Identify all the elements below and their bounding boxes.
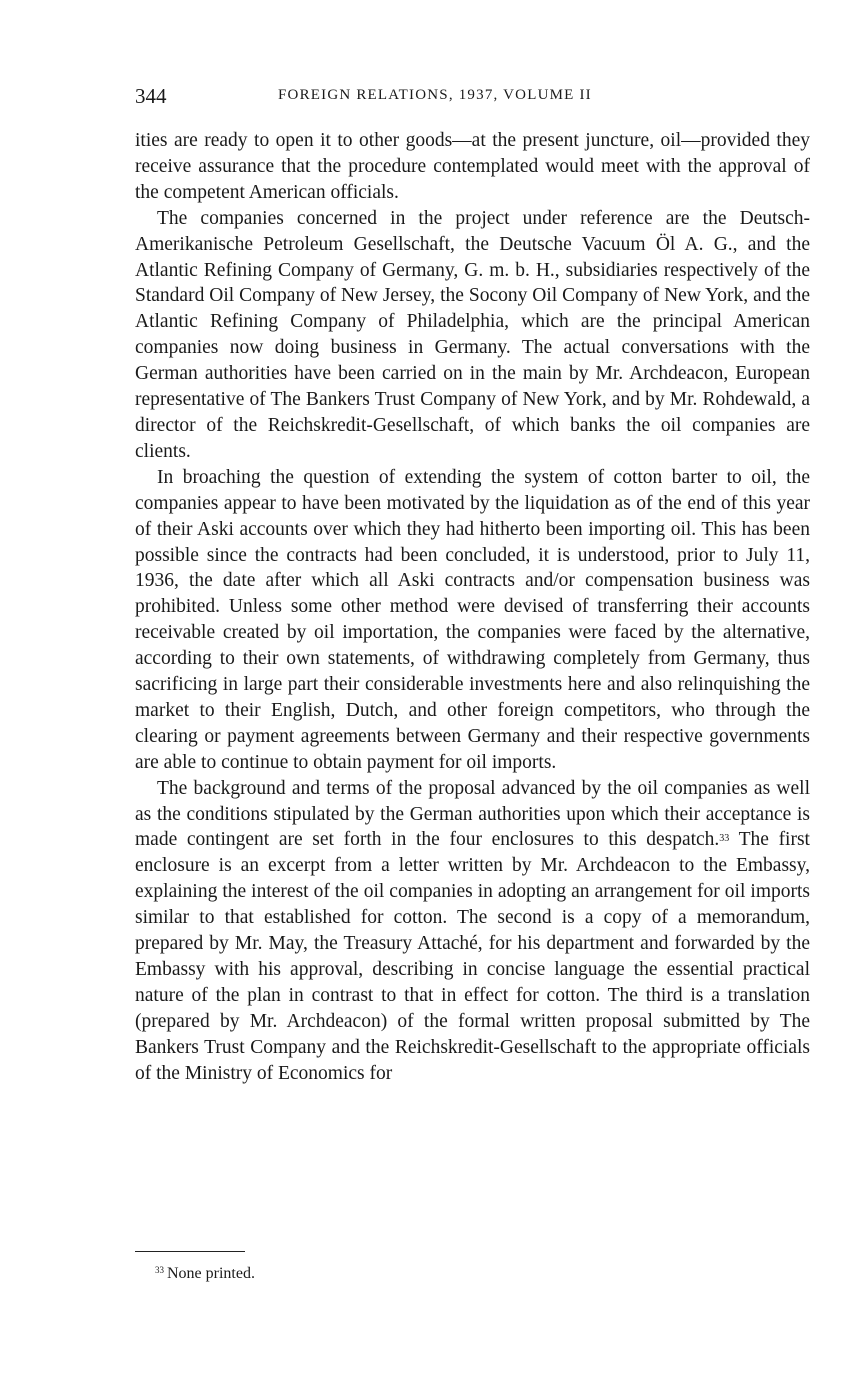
paragraph-continuation: ities are ready to open it to other goods—at the present juncture, oil—provided they receive assurance that the procedure contemplated would meet with the approval of the competent American officials. [135,130,810,203]
paragraph [135,776,810,1087]
paragraph: The companies concerned in the project under reference are the Deutsch-Amerikanische Petroleum Gesellschaft, the Deutsche Vacuum Öl A. G., and the Atlantic Refining Company of Germany, G. m. b. H., subsidiaries respectively of the Standard Oil Company of New Jersey, the Socony Oil Company of New York, and the Atlantic Refining Company of Philadelphia, which are the principal American companies now doing business in Germany. The actual conversations with the German authorities have been carried on in the main by Mr. Archdeacon, European representative of The Bankers Trust Company of New York, and by Mr. Rohdewald, a director of the Reichskredit-Gesellschaft, of which banks the oil companies are clients. [135,207,810,462]
page-header [135,84,810,110]
footnote [155,1265,255,1283]
paragraph-text: The background and terms of the proposal advanced by the oil companies as well as the conditions stipulated by the German authorities upon which their acceptance is made contingent are set forth in the four enclosures to this despatch. [135,777,810,851]
page-number: 344 [135,84,167,108]
paragraph-text: The first enclosure is an excerpt from a letter written by Mr. Archdeacon to the Embassy, explaining the interest of the oil companies in adopting an arrangement for oil imports similar to that established for cotton. The second is a copy of a memorandum, prepared by Mr. May, the Treasury Attaché, for his department and forwarded by the Embassy with his approval, describing in concise language the essential practical nature of the plan in contrast to that in effect for cotton. The third is a translation (prepared by Mr. Archdeacon) of the formal written proposal submitted by The Bankers Trust Company and the Reichskredit-Gesellschaft to the appropriate officials of the Ministry of Economics for [135,829,810,1084]
footnote-reference[interactable]: 33 [719,833,730,845]
footnote-divider [135,1251,245,1252]
footnote-text: None printed. [167,1265,255,1282]
body-text [135,128,810,1087]
footnote-marker: 33 [155,1265,164,1275]
paragraph: In broaching the question of extending the system of cotton barter to oil, the companies appear to have been motivated by the liquidation as of the end of this year of their Aski accounts over which they had hitherto been importing oil. This has been possible since the contracts had been concluded, it is understood, prior to July 11, 1936, the date after which all Aski contracts and/or compensation business was prohibited. Unless some other method were devised of transferring their accounts receivable created by oil importation, the companies were faced by the alternative, according to their own statements, of withdrawing completely from Germany, thus sacrificing in large part their considerable investments here and also relinquishing the market to their English, Dutch, and other foreign competitors, who through the clearing or payment agreements between Germany and their respective governments are able to continue to obtain payment for oil imports. [135,466,810,773]
running-title: FOREIGN RELATIONS, 1937, VOLUME II [278,87,592,103]
